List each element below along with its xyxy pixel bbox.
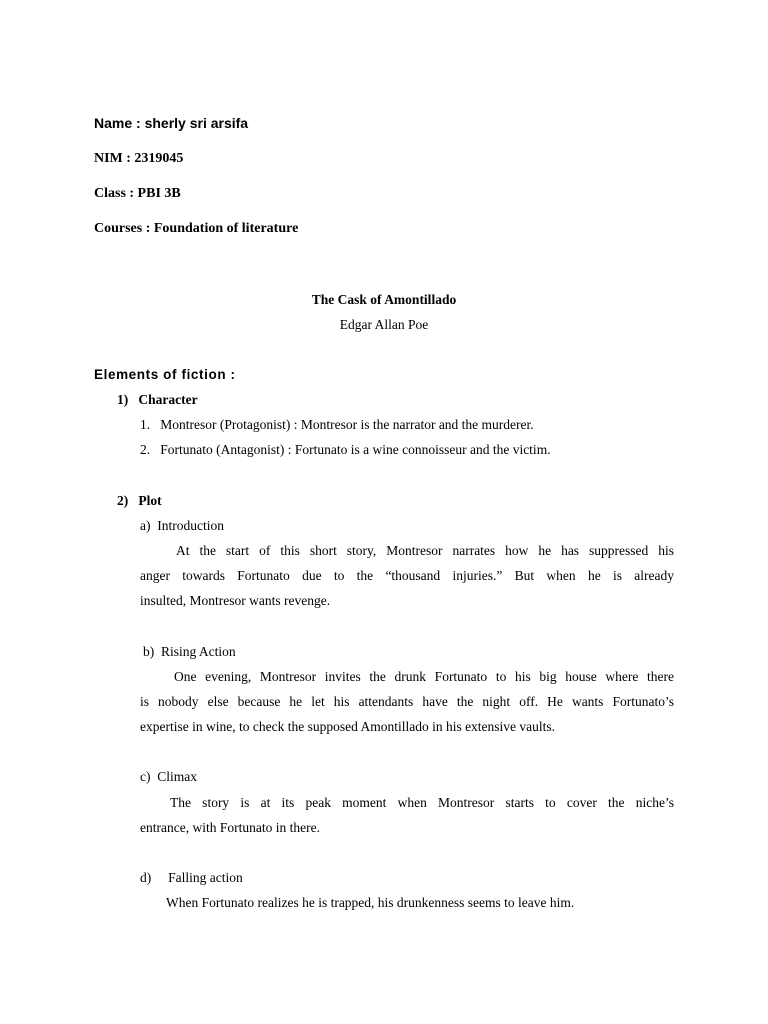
rising-action-line-3: expertise in wine, to check the supposed Amontillado in his extensive vaults. — [140, 719, 556, 734]
introduction-label: a) Introduction — [140, 518, 224, 533]
introduction-line-1: At the start of this short story, Montresor narrates how he has suppressed his — [176, 543, 674, 558]
introduction-line-2: anger towards Fortunato due to the “thousand injuries.” But when he is already — [140, 568, 674, 583]
story-title: The Cask of Amontillado — [311, 292, 457, 307]
falling-action-label: d) Falling action — [140, 870, 243, 885]
introduction-line-3: insulted, Montresor wants revenge. — [140, 593, 331, 608]
rising-action-label: b) Rising Action — [143, 644, 236, 659]
student-class: Class : PBI 3B — [94, 186, 181, 201]
climax-line-2: entrance, with Fortunato in there. — [140, 820, 320, 835]
rising-action-line-2: is nobody else because he let his attendants have the night off. He wants Fortunato’s — [140, 694, 674, 709]
plot-heading: 2) Plot — [117, 493, 162, 508]
student-nim: NIM : 2319045 — [94, 151, 184, 166]
rising-action-paragraph — [140, 664, 674, 739]
climax-paragraph — [140, 790, 674, 840]
story-author: Edgar Allan Poe — [339, 317, 429, 332]
character-item-1: 1. Montresor (Protagonist) : Montresor is the narrator and the murderer. — [140, 417, 534, 432]
student-name: Name : sherly sri arsifa — [94, 115, 249, 131]
climax-line-1: The story is at its peak moment when Montresor starts to cover the niche’s — [170, 795, 674, 810]
falling-action-line-1: When Fortunato realizes he is trapped, his drunkenness seems to leave him. — [166, 895, 575, 910]
character-heading: 1) Character — [117, 392, 198, 407]
introduction-paragraph — [140, 538, 674, 613]
climax-label: c) Climax — [140, 769, 197, 784]
rising-action-line-1: One evening, Montresor invites the drunk Fortunato to his big house where there — [174, 669, 674, 684]
elements-heading: Elements of fiction : — [94, 367, 236, 382]
character-item-2: 2. Fortunato (Antagonist) : Fortunato is a wine connoisseur and the victim. — [140, 442, 551, 457]
course-name: Courses : Foundation of literature — [94, 221, 299, 236]
